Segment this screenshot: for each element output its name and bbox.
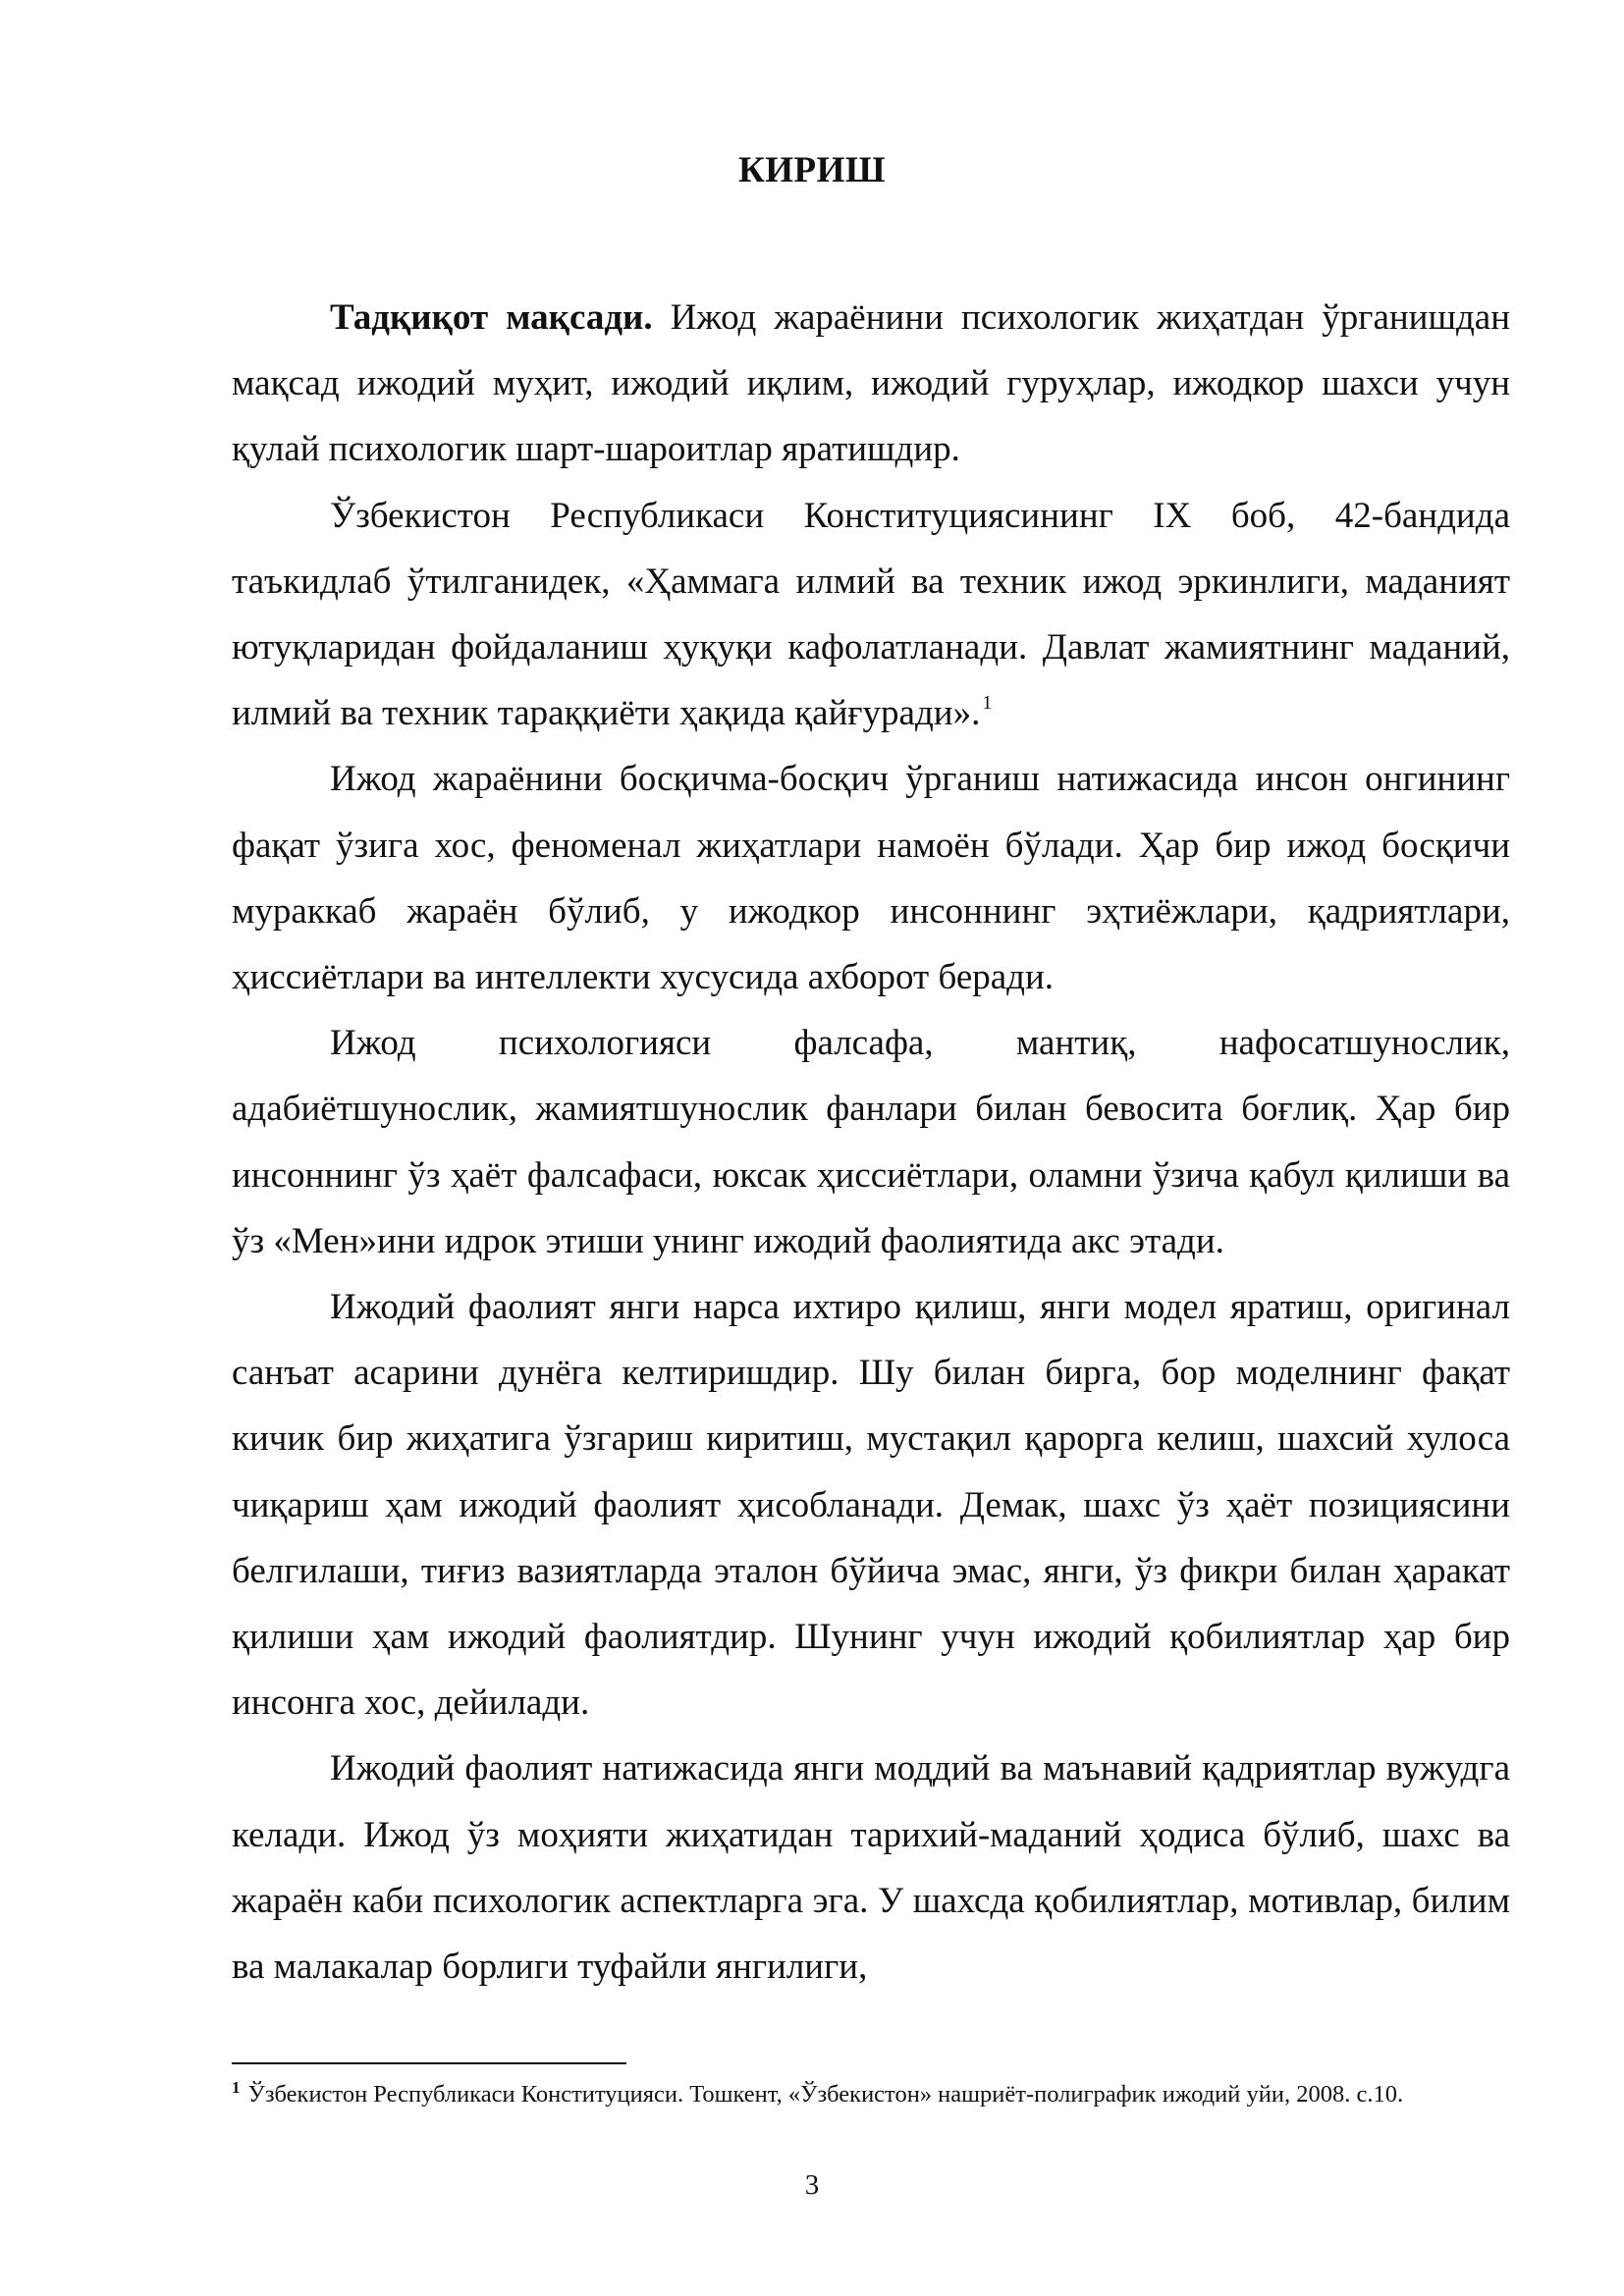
paragraph-text: Ижодий фаолият янги нарса ихтиро қилиш, янги модел яратиш, оригинал санъат асарини дунёга келтиришдир. Шу билан бирга, бор моделнинг фақат кичик бир жиҳатига ўзгариш киритиш, мустақил қарорга келиш, шахсий хулоса чиқариш ҳам ижодий фаолият ҳисобланади. Демак, шахс ўз ҳаёт позициясини белгилаши, тиғиз вазиятларда эталон бўйича эмас, янги, ўз фикри билан ҳаракат қилиши ҳам ижодий фаолиятдир. Шунинг учун ижодий қобилиятлар ҳар бир инсонга хос, дейилади. [232,1287,1510,1724]
paragraph-lead: Тадқиқот мақсади. [330,297,653,338]
page-number: 3 [804,2169,820,2201]
paragraph-text: Ижод психологияси фалсафа, мантиқ, нафосатшунослик, адабиётшунослик, жамиятшунослик фанлари билан бевосита боғлиқ. Ҳар бир инсоннинг ўз ҳаёт фалсафаси, юксак ҳиссиётлари, оламни ўзича қабул қилиши ва ўз «Мен»ини идрок этиши унинг ижодий фаолиятида акс этади. [232,1023,1510,1261]
footnote-text: Ўзбекистон Республикаси Конституцияси. Тошкент, «Ўзбекистон» нашриёт-полиграфик ижодий уйи, 2008. с.10. [247,2081,1404,2108]
footnote-reference[interactable]: 1 [982,692,993,715]
section-heading: КИРИШ [737,150,887,190]
footnote-mark: 1 [232,2078,241,2097]
paragraph-text: Ўзбекистон Республикаси Конституциясининг IX боб, 42-бандида таъкидлаб ўтилганидек, «Ҳаммага илмий ва техник ижод эркинлиги, маданият ютуқларидан фойдаланиш ҳуқуқи кафолатланади. Давлат жамиятнинг маданий, илмий ва техник тараққиёти ҳақида қайғуради». [232,495,1510,734]
paragraph-constitution [232,483,1510,747]
footnote-separator [232,2062,626,2064]
paragraph-text: Ижод жараёнини босқичма-босқич ўрганиш натижасида инсон онгининг фақат ўзига хос, феноменал жиҳатлари намоён бўлади. Ҳар бир ижод босқичи мураккаб жараён бўлиб, у ижодкор инсоннинг эҳтиёжлари, қадриятлари, ҳиссиётлари ва интеллекти хусусида ахборот беради. [232,759,1510,998]
paragraph-values [232,1735,1510,2000]
paragraph-text: Ижод жараёнини психологик жиҳатдан ўрганишдан мақсад ижодий муҳит, ижодий иқлим, ижодий гуруҳлар, ижодкор шахси учун қулай психологик шарт-шароитлар яратишдир. [232,297,1511,470]
body-text [232,285,1510,2000]
paragraph-research-goal [232,285,1510,483]
paragraph-creative-activity [232,1274,1510,1735]
paragraph-stages [232,746,1510,1010]
paragraph-psychology [232,1010,1510,1274]
footnote [232,2079,1510,2112]
paragraph-text: Ижодий фаолият натижасида янги моддий ва маънавий қадриятлар вужудга келади. Ижод ўз моҳияти жиҳатидан тарихий-маданий ҳодиса бўлиб, шахс ва жараён каби психологик аспектларга эга. У шахсда қобилиятлар, мотивлар, билим ва малакалар борлиги туфайли янгилиги, [232,1748,1510,1988]
